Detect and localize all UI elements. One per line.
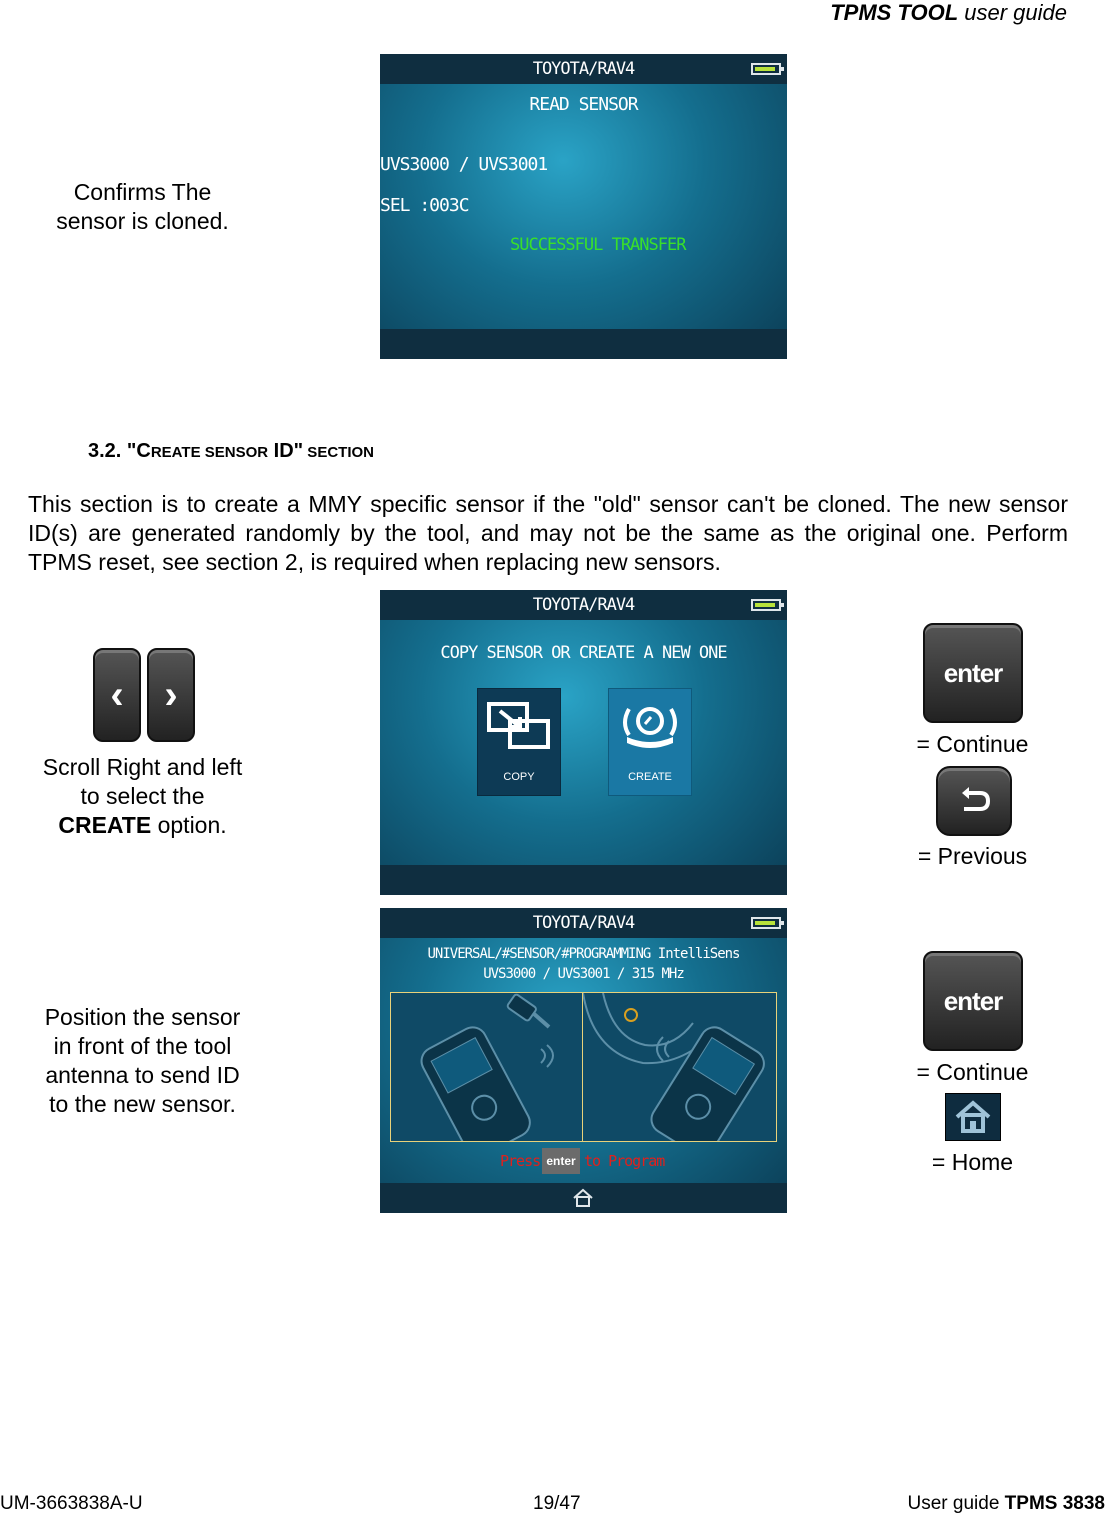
create-option[interactable]	[608, 688, 692, 796]
caption-position	[30, 1003, 255, 1119]
illustration-panel	[390, 992, 777, 1142]
screenshot-copy-create	[380, 590, 787, 895]
page-header	[830, 0, 1067, 26]
chevron-right-icon: ›	[164, 673, 177, 718]
sensor-create-icon	[621, 699, 679, 753]
footer-guide-plain: User guide	[908, 1493, 1005, 1514]
transfer-status: SUCCESSFUL TRANSFER	[510, 235, 685, 255]
section-number: 3.2. "C	[88, 440, 151, 462]
bottom-bar	[380, 865, 787, 895]
continue-legend: = Continue	[880, 730, 1065, 759]
enter-key	[923, 951, 1023, 1051]
inline-enter-key: enter	[542, 1148, 580, 1174]
tool-sensor-illustration-right	[583, 993, 776, 1141]
chevron-left-icon: ‹	[110, 673, 123, 718]
programming-line-2: UVS3000 / UVS3001 / 315 MHz	[380, 966, 787, 982]
section-heading	[88, 440, 374, 463]
home-key	[945, 1093, 1001, 1141]
create-label: CREATE	[609, 771, 691, 783]
vehicle-label: TOYOTA/RAV4	[380, 913, 787, 933]
caption-line: to select the	[30, 782, 255, 811]
section-body: This section is to create a MMY specific sensor if the "old" sensor can't be cloned. The new sensor ID(s) are generated randomly by the tool, and may not be the same as the original one. Perform TPMS reset, see section 2, is required when replacing new sensors.	[28, 490, 1068, 577]
enter-key	[923, 623, 1023, 723]
screenshot-read-sensor	[380, 54, 787, 359]
to-program-text: to Program	[584, 1152, 664, 1170]
doc-reference: UM-3663838A-U	[0, 1493, 143, 1515]
caption-line: antenna to send ID	[30, 1061, 255, 1090]
header-suffix: user guide	[958, 0, 1067, 25]
previous-legend: = Previous	[880, 842, 1065, 871]
programming-line-1: UNIVERSAL/#SENSOR/#PROGRAMMING IntelliSens	[380, 946, 787, 962]
copy-label: COPY	[478, 771, 560, 783]
home-icon[interactable]	[572, 1188, 594, 1208]
copy-icon	[486, 701, 552, 751]
vehicle-label: TOYOTA/RAV4	[380, 595, 787, 615]
sensor-model-line: UVS3000 / UVS3001	[380, 154, 547, 175]
caption-line: to the new sensor.	[30, 1090, 255, 1119]
section-word: REATE SENSOR	[151, 444, 268, 461]
section-id: ID"	[268, 440, 303, 462]
footer-guide-bold: TPMS 3838	[1005, 1493, 1105, 1514]
right-arrow-key	[147, 648, 195, 742]
vehicle-label: TOYOTA/RAV4	[380, 59, 787, 79]
caption-line: in front of the tool	[30, 1032, 255, 1061]
caption-line: Position the sensor	[30, 1003, 255, 1032]
caption-line: sensor is cloned.	[30, 207, 255, 236]
continue-legend: = Continue	[880, 1058, 1065, 1087]
enter-key-label: enter	[944, 986, 1003, 1017]
tool-sensor-illustration-left	[391, 993, 581, 1141]
home-legend: = Home	[880, 1148, 1065, 1177]
screen-title: READ SENSOR	[380, 94, 787, 115]
back-key	[936, 766, 1012, 836]
copy-option[interactable]	[477, 688, 561, 796]
caption-line: Confirms The	[30, 178, 255, 207]
battery-icon	[751, 599, 781, 611]
bottom-bar	[380, 329, 787, 359]
screenshot-programming	[380, 908, 787, 1213]
enter-key-label: enter	[944, 658, 1003, 689]
press-text: Press	[500, 1152, 540, 1170]
return-arrow-icon	[956, 785, 992, 817]
sensor-id-line: SEL :003C	[380, 195, 469, 216]
caption-rest: option.	[151, 812, 226, 838]
caption-scroll	[30, 753, 255, 840]
caption-line	[30, 811, 255, 840]
page-number: 19/47	[533, 1493, 581, 1515]
caption-bold: CREATE	[58, 812, 151, 838]
caption-line: Scroll Right and left	[30, 753, 255, 782]
section-word: SECTION	[303, 444, 374, 461]
caption-confirm	[30, 178, 255, 236]
battery-icon	[751, 917, 781, 929]
battery-icon	[751, 63, 781, 75]
home-icon	[954, 1100, 992, 1134]
screen-title: COPY SENSOR OR CREATE A NEW ONE	[380, 643, 787, 663]
header-brand: TPMS TOOL	[830, 0, 958, 25]
left-arrow-key	[93, 648, 141, 742]
footer-guide-title	[908, 1493, 1105, 1515]
